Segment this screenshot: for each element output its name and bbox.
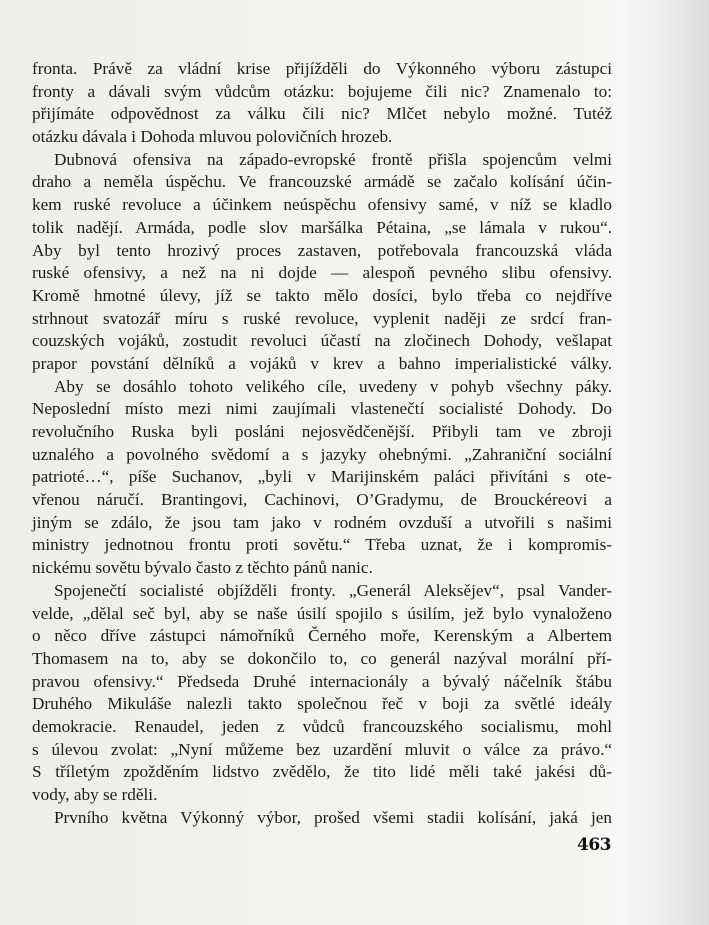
text-line: Aby se dosáhlo tohoto velikého cíle, uvedeny v pohyb všechny páky. xyxy=(54,376,612,396)
text-line: otázku dávala i Dohoda mluvou polovičních hrozeb. xyxy=(32,127,393,147)
text-line: nickému sovětu bývalo často z těchto pánů nanic. xyxy=(32,558,373,578)
text-line: kem ruské revoluce a účinkem neúspěchu ofensivy samé, v níž se kladlo xyxy=(32,195,612,215)
text-line: demokracie. Renaudel, jeden z vůdců francouzského socialismu, mohl xyxy=(32,716,612,736)
text-line: Dubnová ofensiva na západo-evropské frontě přišla spojencům velmi xyxy=(54,149,612,169)
text-line: ruské ofensivy, a než na ni dojde — alespoň pevného slibu ofensivy. xyxy=(32,263,612,283)
text-line: o něco dříve zástupci námořníků Černého moře, Kerenským a Albertem xyxy=(32,626,612,646)
text-line: patrioté…“, píše Suchanov, „byli v Marijinském paláci přivítáni s ote- xyxy=(32,467,612,487)
text-line: couzských vojáků, zostudit revoluci účastí na zločinech Dohody, vešlapat xyxy=(32,331,612,351)
text-line: fronty a dávali svým vůdcům otázku: bojujeme čili nic? Znamenalo to: xyxy=(32,81,612,101)
text-line: s úlevou zvolat: „Nyní můžeme bez uzardění mluvit o válce za právo.“ xyxy=(32,739,612,759)
text-line: Spojenečtí socialisté objížděli fronty. „Generál Aleksějev“, psal Vander- xyxy=(54,580,612,600)
text-line: jiným se zdálo, že jsou tam jako v rodném ovzduší a utvořili s našimi xyxy=(32,512,612,532)
text-line: Prvního května Výkonný výbor, prošed všemi stadii kolísání, jaká jen xyxy=(54,807,612,827)
text-line: pravou ofensivy.“ Předseda Druhé internacionály a bývalý náčelník štábu xyxy=(32,671,612,691)
text-line: Kromě hmotné úlevy, jíž se takto mělo dosíci, bylo třeba co nejdříve xyxy=(32,285,612,305)
text-line: Thomasem na to, aby se dokončilo to, co generál nazýval morální pří- xyxy=(32,648,612,668)
body-text xyxy=(32,58,612,829)
text-line: draho a neměla úspěchu. Ve francouzské armádě se začalo kolísání účin- xyxy=(32,172,612,192)
text-line: prapor povstání dělníků a vojáků v krev a bahno imperialistické války. xyxy=(32,353,612,373)
text-line: přijímáte odpovědnost za válku čili nic? Mlčet nebylo možné. Tutéž xyxy=(32,104,612,124)
page-number: 463 xyxy=(577,835,611,855)
text-line: ministry jednotnou frontu proti sovětu.“ Třeba uznat, že i kompromis- xyxy=(32,535,612,555)
text-line: fronta. Právě za vládní krise přijížděli do Výkonného výboru zástupci xyxy=(32,59,612,78)
text-line: S tříletým zpožděním lidstvo zvědělo, že tito lidé měli také jakési dů- xyxy=(32,762,612,782)
text-line: velde, „dělal seč byl, aby se naše úsilí spojilo s úsilím, jež bylo vynaloženo xyxy=(32,603,612,623)
text-line: strhnout svatozář míru s ruské revoluce, vyplenit naději ze srdcí fran- xyxy=(32,308,612,328)
text-line: uznalého a povolného svědomí a s jazyky ohebnými. „Zahraniční sociální xyxy=(32,444,612,464)
text-line: vřenou náručí. Brantingovi, Cachinovi, O’Gradymu, de Brouckéreovi a xyxy=(32,490,612,510)
text-line: Neposlední místo mezi nimi zaujímali vlastenečtí socialisté Dohody. Do xyxy=(32,399,612,419)
text-line: revolučního Ruska byli posláni nejosvědčenější. Přibyli tam ve zbroji xyxy=(32,422,612,441)
text-line: vody, aby se rděli. xyxy=(32,785,158,804)
text-line: tolik nadějí. Armáda, podle slov maršálka Pétaina, „se lámala v rukou“. xyxy=(32,217,612,237)
text-line: Aby byl tento hrozivý proces zastaven, potřebovala francouzská vláda xyxy=(32,240,612,260)
text-line: Druhého Mikuláše nalezli takto společnou řeč v boji za světlé ideály xyxy=(32,694,612,714)
